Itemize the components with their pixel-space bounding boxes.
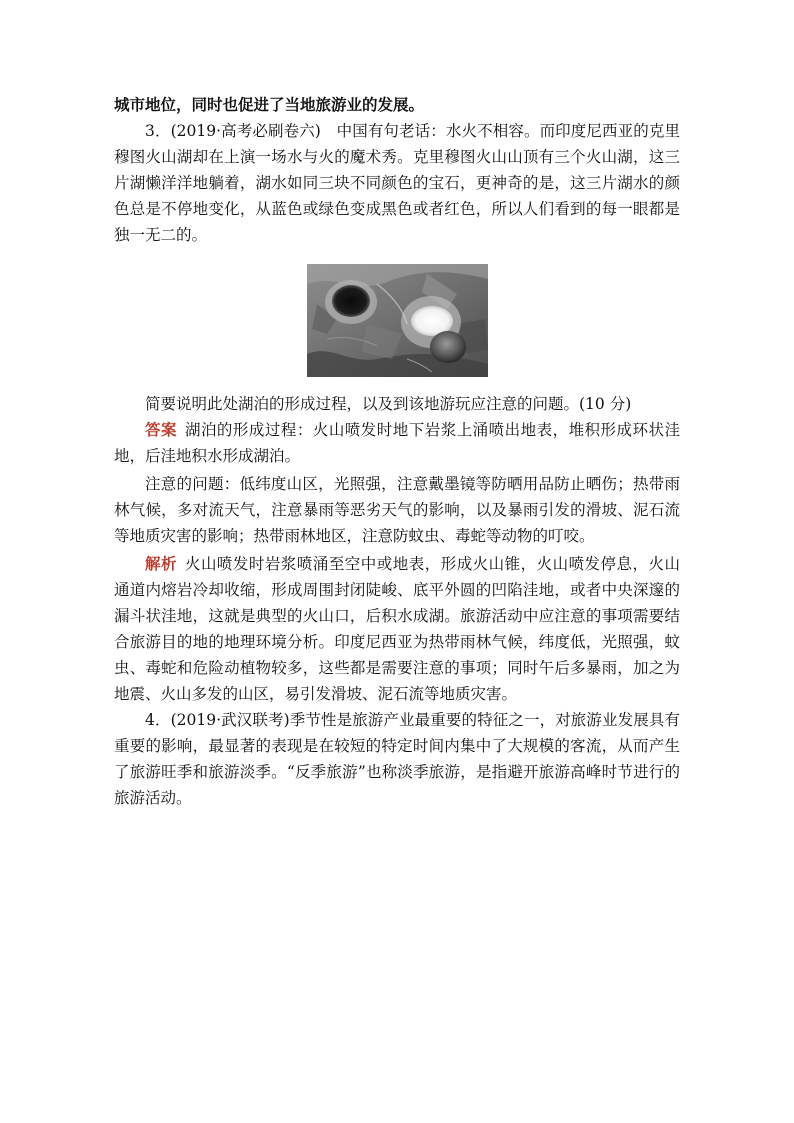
question-4-number: 4．	[145, 711, 171, 729]
answer-label: 答案	[145, 420, 177, 439]
document-page	[114, 92, 680, 811]
question-4-source: (2019·武汉联考)	[170, 711, 290, 729]
question-3-number: 3．	[145, 122, 171, 140]
analysis-label: 解析	[145, 554, 177, 573]
question-3-paragraph	[114, 118, 680, 248]
analysis-text: 火山喷发时岩浆喷涌至空中或地表，形成火山锥，火山喷发停息，火山通道内熔岩冷却收缩，形成周围封闭陡峻、底平外圆的凹陷洼地，或者中央深邃的漏斗状洼地，这就是典型的火山口，后积水成湖。旅游活动中应注意的事项需要结合旅游目的地的地理环境分析。印度尼西亚为热带雨林气候，纬度低，光照强，蚊虫、毒蛇和危险动植物较多，这些都是需要注意的事项；同时午后多暴雨，加之为地震、火山多发的山区，易引发滑坡、泥石流等地质灾害。	[114, 555, 680, 703]
question-4-paragraph	[114, 707, 680, 811]
question-3-prompt: 简要说明此处湖泊的形成过程，以及到该地游玩应注意的问题。(10 分)	[145, 395, 632, 413]
question-3-text: 中国有句老话：水火不相容。而印度尼西亚的克里穆图火山湖却在上演一场水与火的魔术秀。克里穆图火山山顶有三个火山湖，这三片湖懒洋洋地躺着，湖水如同三块不同颜色的宝石，更神奇的是，这三片湖水的颜色总是不停地变化，从蓝色或绿色变成黑色或者红色，所以人们看到的每一眼都是独一无二的。	[114, 122, 680, 244]
volcano-crater-photo	[307, 264, 488, 377]
answer-text-1: 湖泊的形成过程：火山喷发时地下岩浆上涌喷出地表，堆积形成环状洼地，后洼地积水形成湖泊。	[114, 421, 680, 465]
answer-paragraph-1	[114, 417, 680, 469]
intro-paragraph: 城市地位，同时也促进了当地旅游业的发展。	[114, 95, 425, 114]
answer-paragraph-2: 注意的问题：低纬度山区，光照强，注意戴墨镜等防晒用品防止晒伤；热带雨林气候，多对流天气，注意暴雨等恶劣天气的影响，以及暴雨引发的滑坡、泥石流等地质灾害的影响；热带雨林地区，注意防蚊虫、毒蛇等动物的叮咬。	[114, 475, 680, 545]
question-4-text: 季节性是旅游产业最重要的特征之一，对旅游业发展具有重要的影响，最显著的表现是在较短的特定时间内集中了大规模的客流，从而产生了旅游旺季和旅游淡季。“反季旅游”也称淡季旅游，是指避开旅游高峰时节进行的旅游活动。	[114, 711, 680, 807]
analysis-paragraph	[114, 551, 680, 707]
question-3-source: (2019·高考必刷卷六)	[170, 122, 321, 140]
crater-lakes-image	[307, 264, 488, 377]
